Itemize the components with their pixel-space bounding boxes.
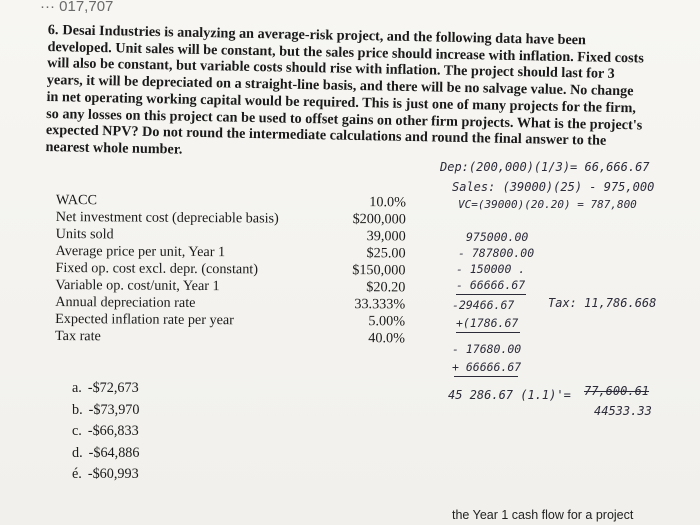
handwritten-calc-3: - 150000 . [456, 262, 526, 276]
option-value: -$60,993 [87, 466, 139, 482]
answer-option-c[interactable] [72, 421, 139, 443]
option-value: -$66,833 [87, 423, 139, 439]
table-row [55, 328, 405, 347]
row-value: 39,000 [366, 228, 406, 245]
row-value: 33.333% [354, 296, 406, 313]
row-value: $150,000 [352, 262, 406, 279]
cut-off-previous-text: ··· 017,707 [40, 0, 114, 15]
option-letter: é. [72, 466, 82, 482]
row-value: 10.0% [369, 194, 406, 211]
row-label: WACC [55, 192, 97, 209]
table-row [55, 311, 405, 330]
question-number: 6. [47, 22, 59, 39]
row-value: 5.00% [368, 313, 406, 330]
row-label: Expected inflation rate per year [55, 310, 234, 329]
option-letter: a. [72, 380, 82, 396]
row-label: Net investment cost (depreciable basis) [55, 208, 279, 227]
data-table [55, 192, 406, 347]
handwritten-tax: Tax: 11,786.668 [548, 296, 657, 310]
answer-choices [72, 378, 139, 486]
question-text: Desai Industries is analyzing an average-risk project, and the following data have been developed. Unit sales will be constant, but the sales price should increase with inflation. Fixed costs will also be constant, but variable costs should rise with inflation. The project should last for 3 years, it will be depreciated on a straight-line basis, and there will be no salvage value. No change in net operating working capital would be required. This is just one of many projects for the firm, so any losses on this project can be used to offset gains on other firm projects. What is the project's expected NPV? Do not round the intermediate calculations and round the final answer to the nearest whole number. [45, 22, 645, 158]
handwritten-calc-9: 45 286.67 (1.1)'= [448, 388, 571, 402]
row-label: Variable op. cost/unit, Year 1 [55, 276, 220, 295]
question-block [45, 22, 647, 167]
row-value: 40.0% [368, 330, 406, 347]
handwritten-crossed-out: 77,600.61 [584, 384, 650, 398]
handwritten-calc-5: -29466.67 [452, 298, 515, 312]
option-value: -$72,673 [87, 380, 139, 396]
row-label: Units sold [55, 225, 114, 243]
answer-option-e[interactable] [72, 464, 139, 486]
option-letter: d. [72, 444, 83, 461]
row-value: $20.20 [366, 279, 406, 296]
option-letter: c. [72, 423, 82, 439]
option-letter: b. [72, 401, 83, 418]
handwritten-calc-2: - 787800.00 [458, 246, 535, 260]
row-value: $200,000 [352, 211, 406, 228]
row-value: $25.00 [366, 245, 406, 262]
handwritten-calc-1: 975000.00 [466, 230, 529, 244]
handwritten-underline [456, 332, 520, 333]
option-value: -$64,886 [88, 444, 140, 461]
row-label: Fixed op. cost excl. depr. (constant) [55, 259, 259, 278]
handwritten-underline [454, 376, 518, 377]
answer-option-b[interactable] [72, 400, 139, 422]
row-label: Annual depreciation rate [55, 293, 196, 311]
handwritten-underline [456, 294, 526, 295]
handwritten-depreciation: Dep:(200,000)(1/3)= 66,666.67 [440, 160, 650, 174]
row-label: Average price per unit, Year 1 [55, 242, 226, 261]
handwritten-calc-6: +(1786.67 [456, 316, 519, 330]
answer-option-a[interactable] [72, 378, 139, 400]
handwritten-calc-8: + 66666.67 [452, 360, 522, 374]
row-label: Tax rate [54, 327, 101, 345]
option-value: -$73,970 [88, 401, 140, 418]
answer-option-d[interactable] [72, 443, 139, 465]
handwritten-variable-cost: VC=(39000)(20.20) = 787,800 [458, 198, 637, 211]
cut-off-next-text: the Year 1 cash flow for a project [452, 508, 634, 522]
handwritten-result: 44533.33 [594, 404, 652, 418]
handwritten-sales: Sales: (39000)(25) - 975,000 [452, 180, 655, 194]
handwritten-calc-4: - 66666.67 [456, 278, 526, 292]
handwritten-calc-7: - 17680.00 [452, 342, 522, 356]
